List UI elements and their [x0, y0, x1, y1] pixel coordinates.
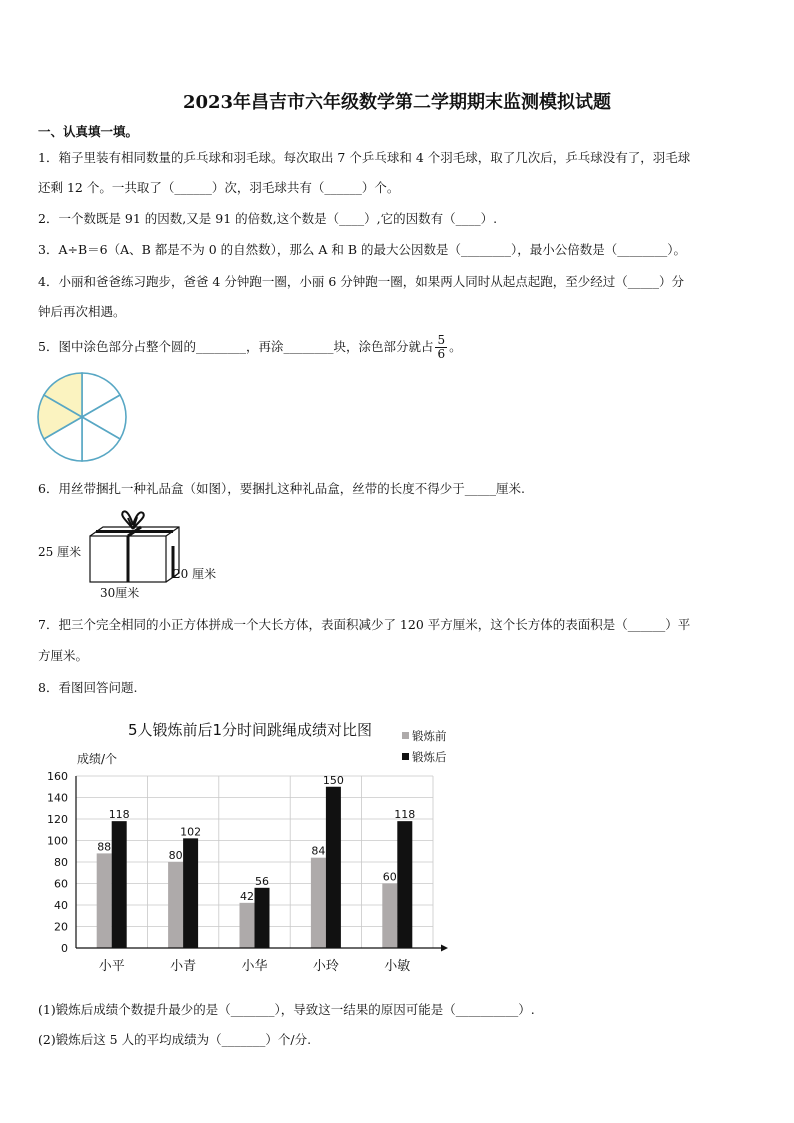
bar-after [397, 821, 412, 948]
bar-value-label: 118 [108, 808, 130, 822]
question-8-sub-2: (2)锻炼后这 5 人的平均成绩为（_______）个/分. [38, 1032, 312, 1047]
bar-before [168, 862, 183, 948]
depth-label: 20 厘米 [173, 567, 217, 581]
chart-bars [97, 774, 416, 948]
question-5-end: 。 [449, 339, 462, 354]
fraction-numerator: 5 [437, 333, 446, 347]
x-tick-label: 小华 [241, 959, 268, 974]
chart-y-axis-label: 成绩/个 [77, 752, 118, 766]
bar-after [255, 888, 270, 948]
fraction-denominator: 6 [437, 347, 446, 361]
question-8-sub-1: (1)锻炼后成绩个数提升最少的是（_______），导致这一结果的原因可能是（__________）. [38, 1002, 535, 1017]
bar-value-label: 80 [168, 849, 183, 862]
bar-value-label: 60 [382, 870, 397, 884]
bar-chart [30, 712, 470, 982]
bar-value-label: 102 [180, 825, 202, 839]
question-5 [38, 332, 462, 362]
bar-value-label: 84 [311, 844, 326, 858]
y-tick-label: 120 [47, 813, 68, 826]
bar-after [183, 838, 198, 948]
y-tick-label: 100 [47, 834, 68, 848]
question-1-line-1: 1．箱子里装有相同数量的乒乓球和羽毛球。每次取出 7 个乒乓球和 4 个羽毛球，取了几次后，乒乓球没有了，羽毛球 [38, 150, 691, 165]
legend-swatch [402, 753, 409, 760]
legend-label: 锻炼后 [412, 750, 447, 764]
pie-slices [38, 373, 126, 461]
length-label: 30厘米 [100, 586, 140, 600]
circle-figure [36, 371, 128, 463]
page-title: 2023年昌吉市六年级数学第二学期期末监测模拟试题 [182, 92, 612, 113]
x-axis-arrow [441, 945, 448, 952]
question-5-text: 5．图中涂色部分占整个圆的________，再涂________块，涂色部分就占 [38, 339, 434, 354]
chart-legend [402, 729, 447, 764]
section-heading: 一、认真填一填。 [38, 124, 139, 139]
question-3: 3．A÷B＝6（A、B 都是不为 0 的自然数），那么 A 和 B 的最大公因数是（________），最小公倍数是（________）。 [38, 242, 687, 257]
question-1-line-2: 还剩 12 个。一共取了（______）次，羽毛球共有（______）个。 [38, 180, 400, 195]
y-tick-label: 160 [47, 770, 68, 783]
height-label: 25 厘米 [38, 545, 82, 559]
x-tick-label: 小敏 [384, 959, 411, 974]
y-tick-label: 0 [61, 942, 68, 955]
fraction-five-sixths [435, 334, 447, 361]
question-7-line-2: 方厘米。 [38, 648, 89, 663]
y-tick-label: 60 [54, 877, 68, 891]
x-tick-label: 小青 [170, 959, 197, 974]
question-7-line-1: 7．把三个完全相同的小正方体拼成一个大长方体，表面积减少了 120 平方厘米，这个长方体的表面积是（______）平 [38, 617, 691, 632]
bar-value-label: 118 [394, 808, 416, 822]
question-2: 2．一个数既是 91 的因数,又是 91 的倍数,这个数是（____）,它的因数有（____）. [38, 211, 498, 226]
bar-after [326, 787, 341, 948]
bar-after [112, 821, 127, 948]
y-tick-label: 80 [54, 856, 68, 869]
y-tick-label: 40 [54, 899, 68, 912]
x-tick-label: 小玲 [312, 959, 339, 974]
bar-before [382, 884, 397, 949]
y-tick-label: 20 [54, 920, 68, 934]
question-6: 6．用丝带捆扎一种礼品盒（如图），要捆扎这种礼品盒，丝带的长度不得少于_____厘米. [38, 481, 525, 496]
legend-label: 锻炼前 [412, 729, 447, 743]
gift-box-figure [36, 508, 236, 603]
chart-title: 5人锻炼前后1分时间跳绳成绩对比图 [127, 721, 373, 739]
y-tick-label: 140 [47, 791, 68, 805]
legend-swatch [402, 732, 409, 739]
question-4-line-1: 4．小丽和爸爸练习跑步，爸爸 4 分钟跑一圈，小丽 6 分钟跑一圈，如果两人同时从起点起跑，至少经过（_____）分 [38, 274, 685, 289]
bar-before [311, 858, 326, 948]
bar-before [97, 853, 112, 948]
bar-value-label: 42 [240, 889, 254, 903]
question-8: 8．看图回答问题. [38, 680, 138, 695]
bar-value-label: 56 [255, 874, 269, 888]
bar-value-label: 88 [97, 840, 112, 854]
bar-value-label: 150 [322, 773, 344, 787]
bar-before [240, 903, 255, 948]
question-4-line-2: 钟后再次相遇。 [38, 304, 126, 319]
x-tick-label: 小平 [98, 959, 125, 974]
